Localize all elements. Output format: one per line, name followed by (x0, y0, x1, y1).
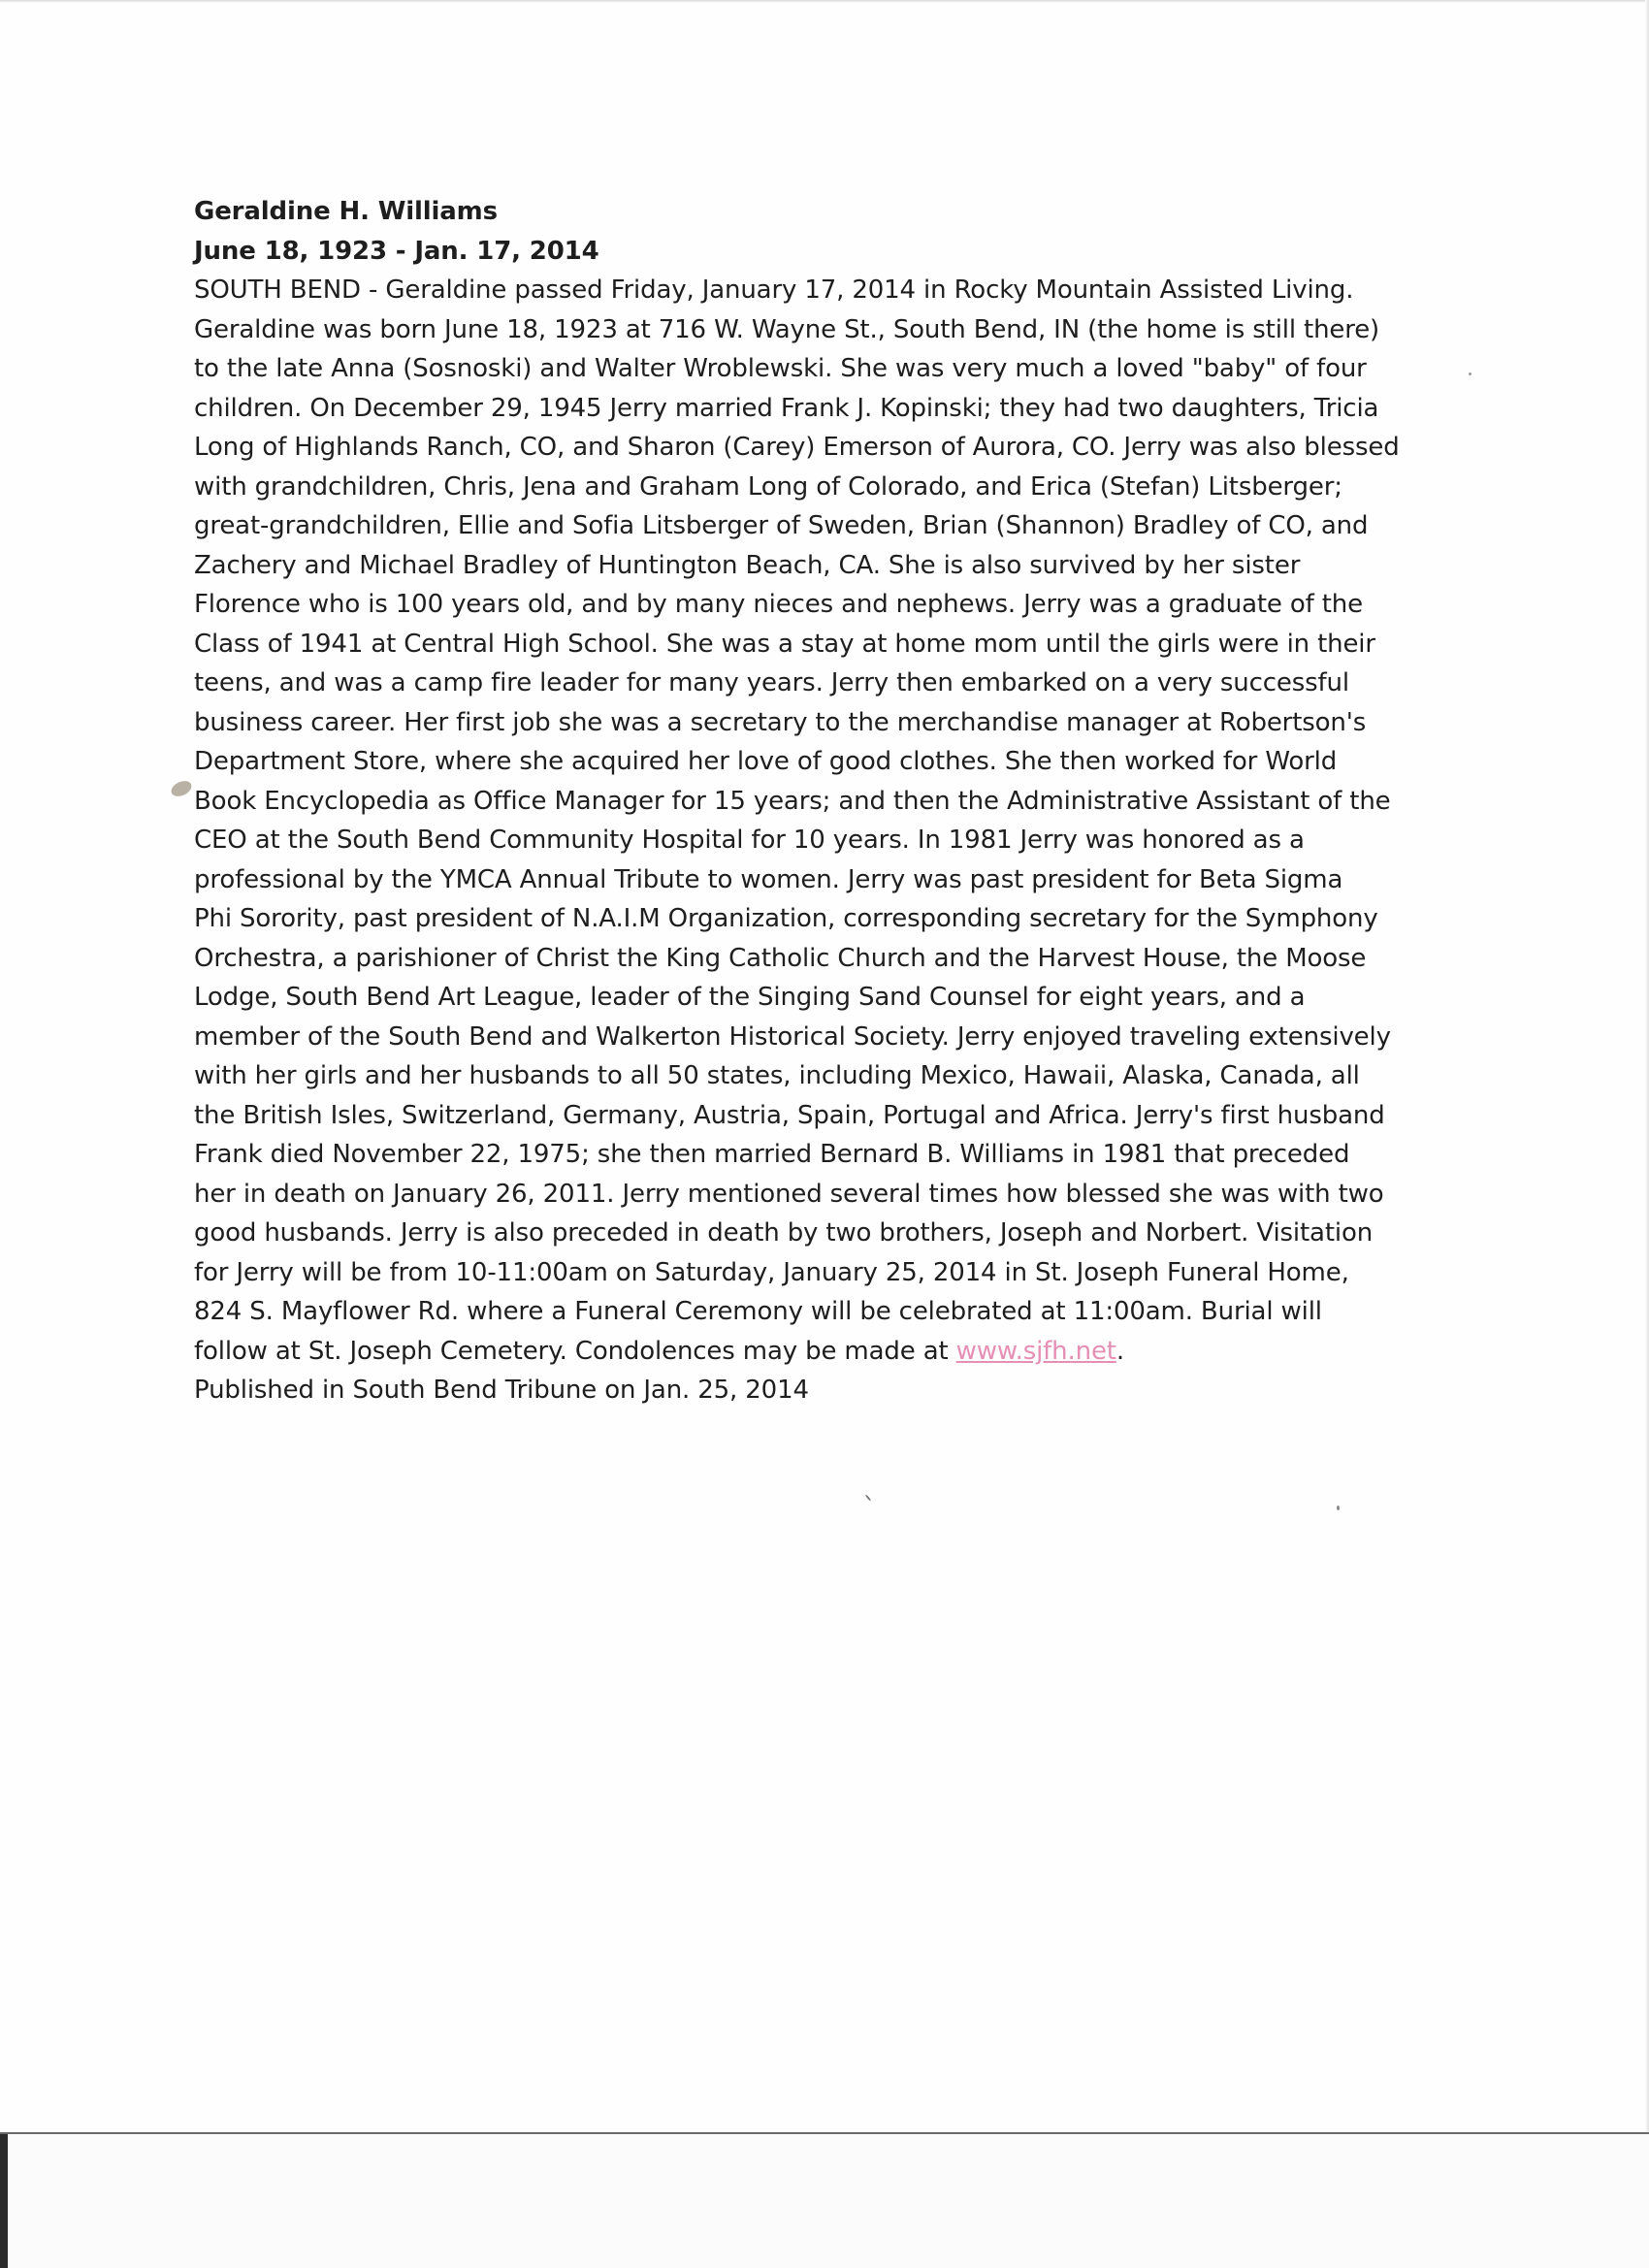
obituary-body-line: her in death on January 26, 2011. Jerry mentioned several times how blessed she was with two (194, 1179, 1384, 1209)
obituary-body-line: Phi Sorority, past president of N.A.I.M Organization, corresponding secretary for the Symphony (194, 904, 1378, 933)
obituary-name: Geraldine H. Williams (194, 197, 498, 226)
obituary-body-line: professional by the YMCA Annual Tribute to women. Jerry was past president for Beta Sigma (194, 864, 1343, 894)
obituary-body-line: Frank died November 22, 1975; she then married Bernard B. Williams in 1981 that preceded (194, 1140, 1350, 1169)
scan-left-bar (0, 2134, 8, 2268)
obituary-body-line: Florence who is 100 years old, and by many nieces and nephews. Jerry was a graduate of the (194, 590, 1363, 619)
paper-speck (1337, 1506, 1340, 1510)
obituary-text (194, 192, 1474, 1410)
obituary-body-line: children. On December 29, 1945 Jerry married Frank J. Kopinski; they had two daughters, Tricia (194, 393, 1379, 423)
paper-speck (865, 1494, 872, 1501)
obituary-body-line: Book Encyclopedia as Office Manager for 15 years; and then the Administrative Assistant of the (194, 786, 1391, 816)
condolences-link[interactable]: www.sjfh.net (955, 1336, 1116, 1366)
obituary-body-line: Lodge, South Bend Art League, leader of the Singing Sand Counsel for eight years, and a (194, 983, 1306, 1012)
obituary-body-line: to the late Anna (Sosnoski) and Walter Wroblewski. She was very much a loved "baby" of four (194, 354, 1367, 383)
obituary-body-line: 824 S. Mayflower Rd. where a Funeral Ceremony will be celebrated at 11:00am. Burial will (194, 1297, 1322, 1326)
obituary-body-line: Long of Highlands Ranch, CO, and Sharon (Carey) Emerson of Aurora, CO. Jerry was also blessed (194, 433, 1400, 462)
obituary-closing-line (194, 1332, 1474, 1372)
obituary-body-line: teens, and was a camp fire leader for many years. Jerry then embarked on a very successful (194, 668, 1349, 697)
closing-period: . (1116, 1336, 1124, 1366)
closing-text: follow at St. Joseph Cemetery. Condolences may be made at (194, 1336, 956, 1366)
obituary-body-line: great-grandchildren, Ellie and Sofia Litsberger of Sweden, Brian (Shannon) Bradley of CO, and (194, 511, 1369, 540)
obituary-body-line: the British Isles, Switzerland, Germany, Austria, Spain, Portugal and Africa. Jerry's first husband (194, 1100, 1385, 1130)
obituary-body-line: member of the South Bend and Walkerton Historical Society. Jerry enjoyed traveling extensively (194, 1021, 1391, 1052)
obituary-body-line: with her girls and her husbands to all 50 states, including Mexico, Hawaii, Alaska, Canada, all (194, 1061, 1360, 1090)
obituary-dates: June 18, 1923 - Jan. 17, 2014 (194, 236, 599, 266)
obituary-body-line: Zachery and Michael Bradley of Huntington Beach, CA. She is also survived by her sister (194, 550, 1301, 580)
obituary-body-line: Orchestra, a parishioner of Christ the King Catholic Church and the Harvest House, the Moose (194, 943, 1367, 973)
scan-edge-right (1645, 0, 1649, 2134)
obituary-body-line: Department Store, where she acquired her love of good clothes. She then worked for World (194, 747, 1338, 776)
obituary-body-line: with grandchildren, Chris, Jena and Graham Long of Colorado, and Erica (Stefan) Litsberger; (194, 471, 1342, 502)
scan-bottom-margin (0, 2134, 1649, 2268)
paper-speck (169, 778, 194, 799)
obituary-body-line: Class of 1941 at Central High School. She was a stay at home mom until the girls were in their (194, 629, 1375, 659)
obituary-body-line: SOUTH BEND - Geraldine passed Friday, January 17, 2014 in Rocky Mountain Assisted Living. (194, 275, 1354, 305)
obituary-body-line: good husbands. Jerry is also preceded in death by two brothers, Joseph and Norbert. Visitation (194, 1218, 1374, 1247)
obituary-body-line: CEO at the South Bend Community Hospital for 10 years. In 1981 Jerry was honored as a (194, 826, 1305, 855)
obituary-body-line: Geraldine was born June 18, 1923 at 716 W. Wayne St., South Bend, IN (the home is still there) (194, 314, 1380, 344)
obituary-body-line: for Jerry will be from 10-11:00am on Saturday, January 25, 2014 in St. Joseph Funeral Home, (194, 1257, 1349, 1287)
publication-note: Published in South Bend Tribune on Jan. 25, 2014 (194, 1376, 809, 1405)
obituary-body (194, 271, 1474, 1332)
scan-edge-top (0, 0, 1649, 3)
obituary-body-line: business career. Her first job she was a secretary to the merchandise manager at Robertson's (194, 707, 1367, 737)
